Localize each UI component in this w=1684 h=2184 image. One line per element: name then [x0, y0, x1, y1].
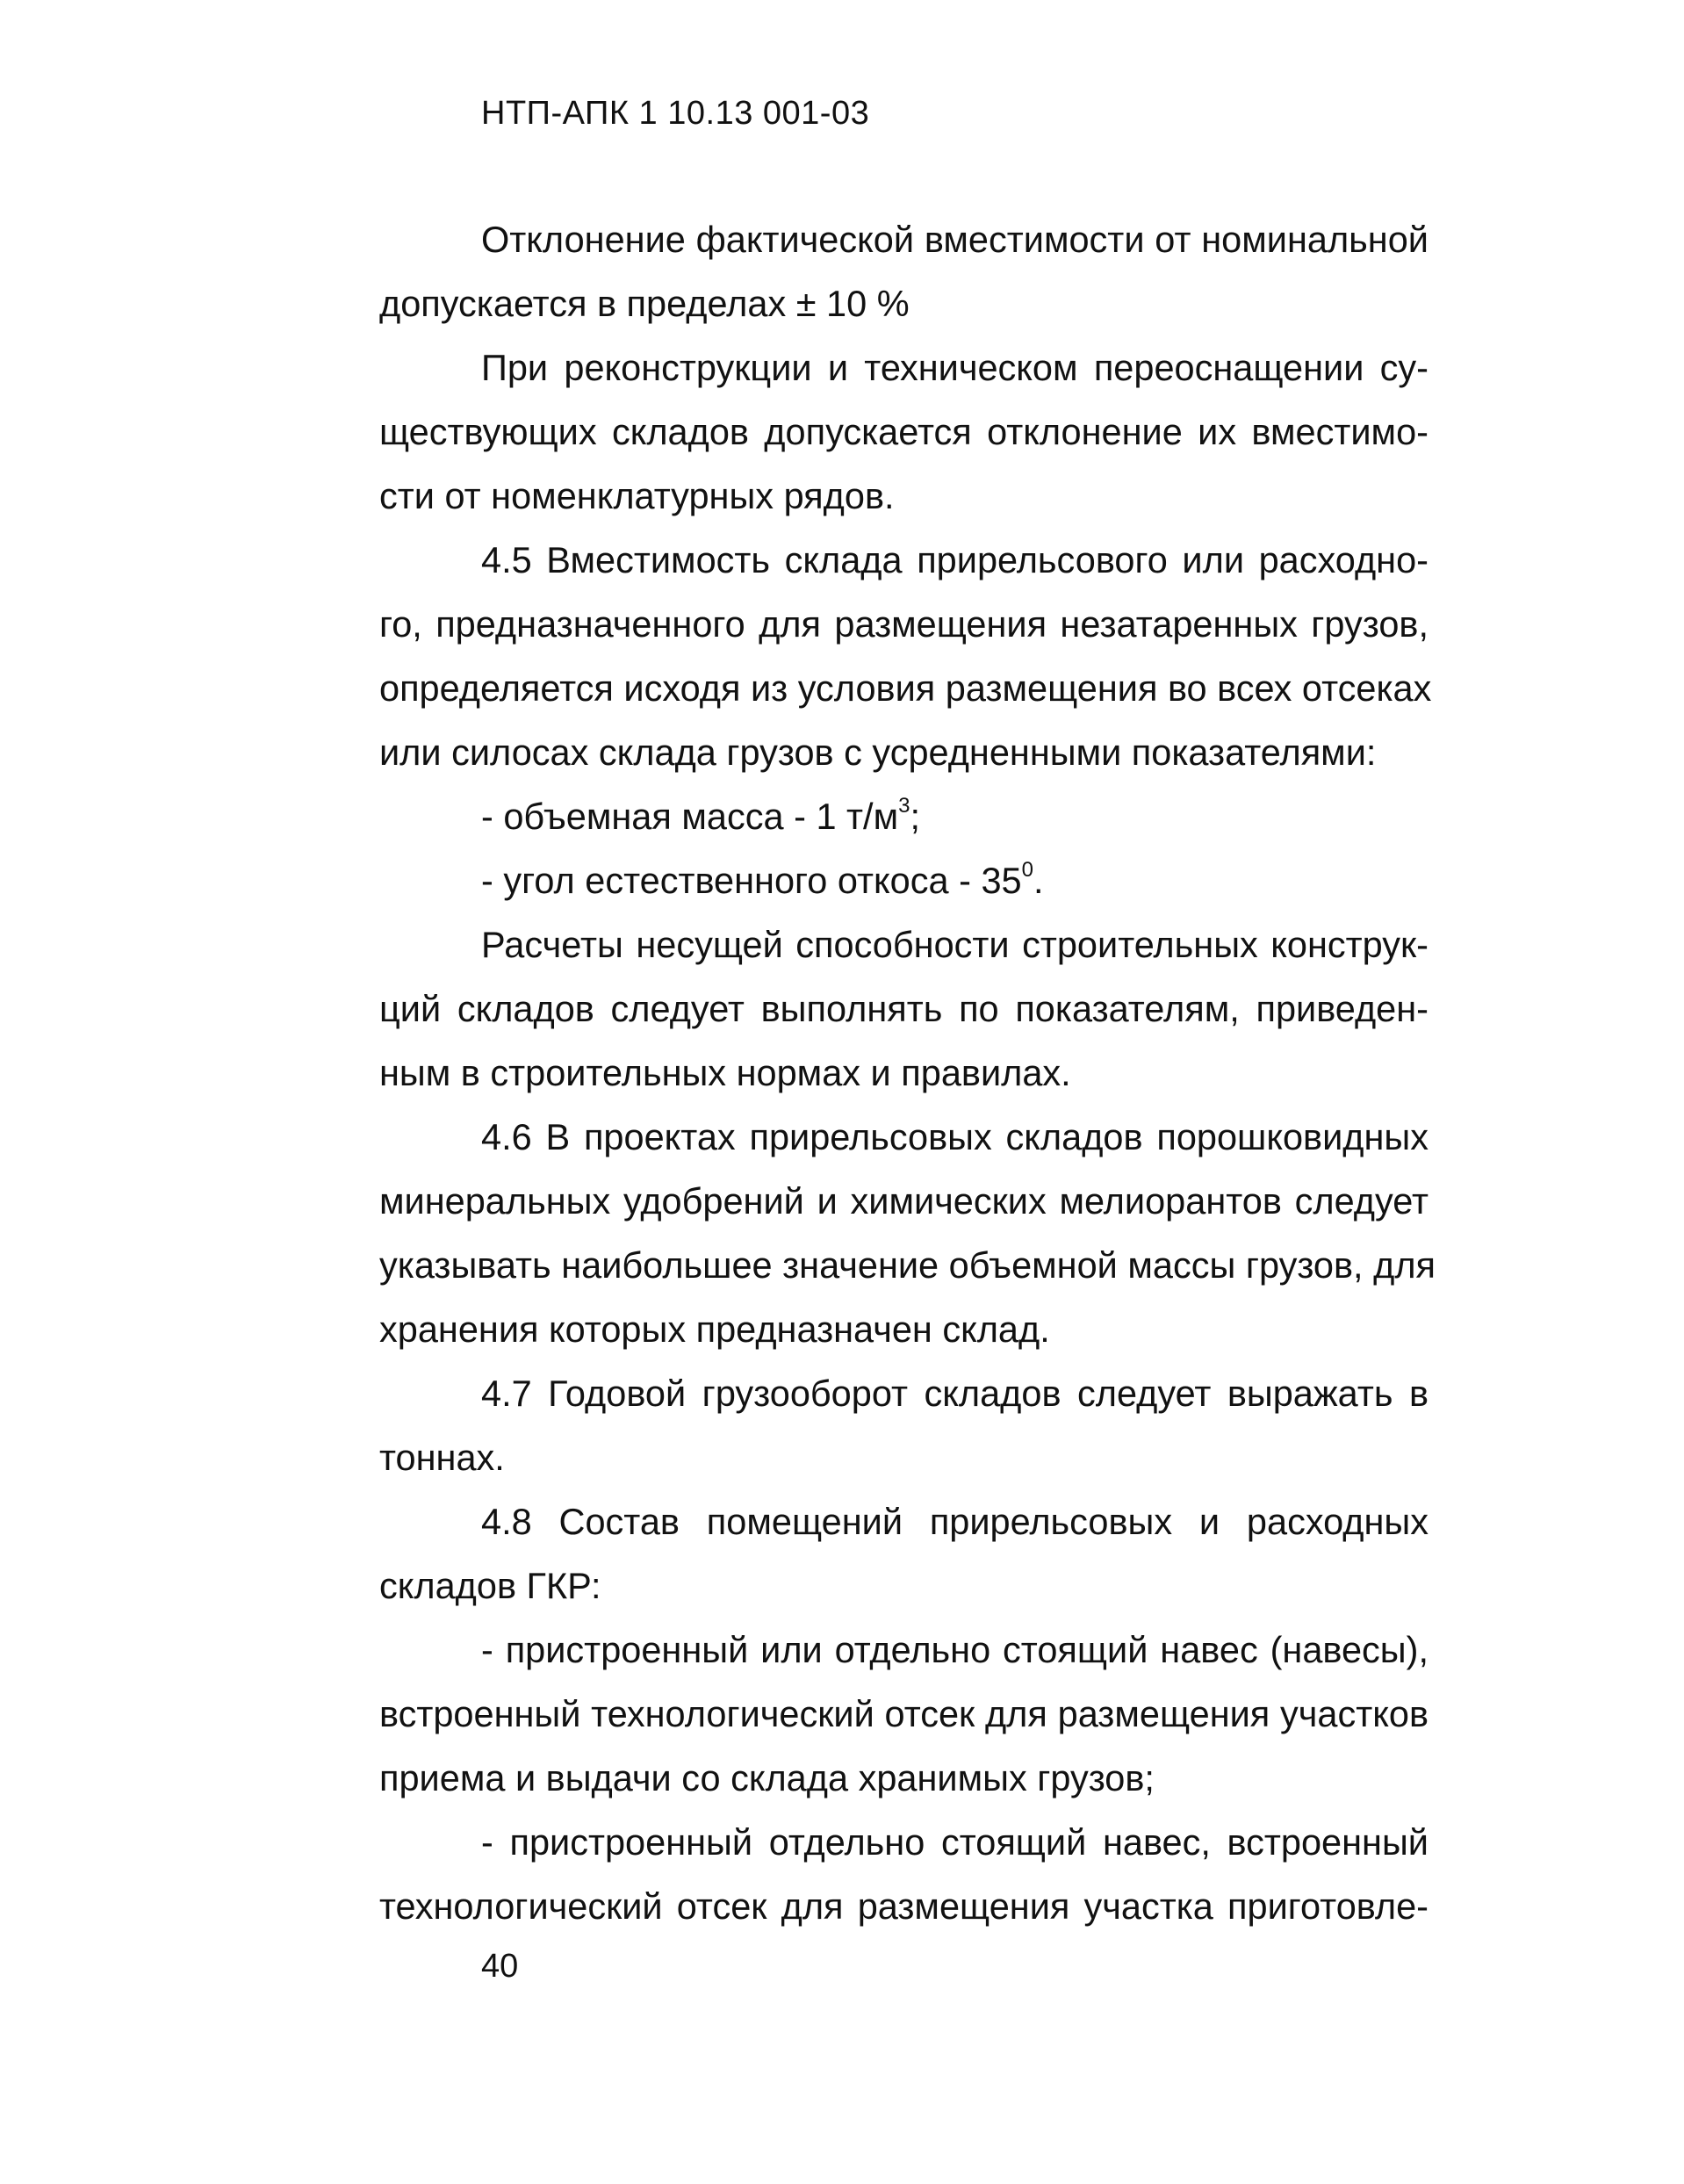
list-item-text: - объемная масса - 1 т/м — [481, 796, 899, 837]
text-line: Расчеты несущей способности строительных конструк- — [481, 924, 1429, 965]
text-line: ным в строительных нормах и правилах. — [379, 1052, 1071, 1093]
page-number: 40 — [481, 1948, 519, 1985]
text-line: указывать наибольшее значение объемной массы грузов, для — [379, 1244, 1436, 1286]
text-line: При реконструкции и техническом переоснащении су- — [481, 347, 1429, 388]
list-item-bulk-density — [379, 784, 1429, 848]
text-line: ществующих складов допускается отклонение их вместимо- — [379, 411, 1429, 452]
list-item-text: ; — [910, 796, 921, 837]
text-line: 4.6 В проектах прирельсовых складов порошковидных — [481, 1116, 1429, 1157]
document-code-header: НТП-АПК 1 10.13 001-03 — [481, 95, 870, 132]
text-line: приема и выдачи со склада хранимых грузов; — [379, 1757, 1155, 1798]
text-line: минеральных удобрений и химических мелиорантов следует — [379, 1180, 1429, 1222]
text-line: сти от номенклатурных рядов. — [379, 475, 895, 516]
body-text — [379, 207, 1436, 1938]
text-line: - пристроенный отдельно стоящий навес, встроенный — [481, 1821, 1429, 1863]
text-line: тоннах. — [379, 1437, 505, 1478]
text-line: допускается в пределах ± 10 % — [379, 283, 910, 324]
text-line: хранения которых предназначен склад. — [379, 1308, 1050, 1350]
text-line: технологический отсек для размещения участка приготовле- — [379, 1885, 1429, 1927]
text-line: 4.7 Годовой грузооборот складов следует выражать в — [481, 1373, 1429, 1414]
superscript: 0 — [1021, 858, 1033, 883]
text-line: или силосах склада грузов с усредненными показателями: — [379, 732, 1377, 773]
list-item-repose-angle — [379, 848, 1429, 912]
list-item-text: . — [1033, 860, 1044, 901]
text-line: - пристроенный или отдельно стоящий навес (навесы), — [481, 1629, 1429, 1670]
text-line: встроенный технологический отсек для размещения участков — [379, 1693, 1429, 1734]
superscript: 3 — [898, 794, 910, 818]
text-line: 4.5 Вместимость склада прирельсового или расходно- — [481, 539, 1429, 580]
text-line: 4.8 Состав помещений прирельсовых и расходных — [481, 1501, 1429, 1542]
text-line: Отклонение фактической вместимости от номинальной — [481, 219, 1429, 260]
text-line: определяется исходя из условия размещения во всех отсеках — [379, 667, 1432, 709]
text-line: го, предназначенного для размещения незатаренных грузов, — [379, 603, 1429, 645]
list-item-text: - угол естественного откоса - 35 — [481, 860, 1022, 901]
text-line: складов ГКР: — [379, 1565, 601, 1606]
text-line: ций складов следует выполнять по показателям, приведен- — [379, 988, 1429, 1029]
